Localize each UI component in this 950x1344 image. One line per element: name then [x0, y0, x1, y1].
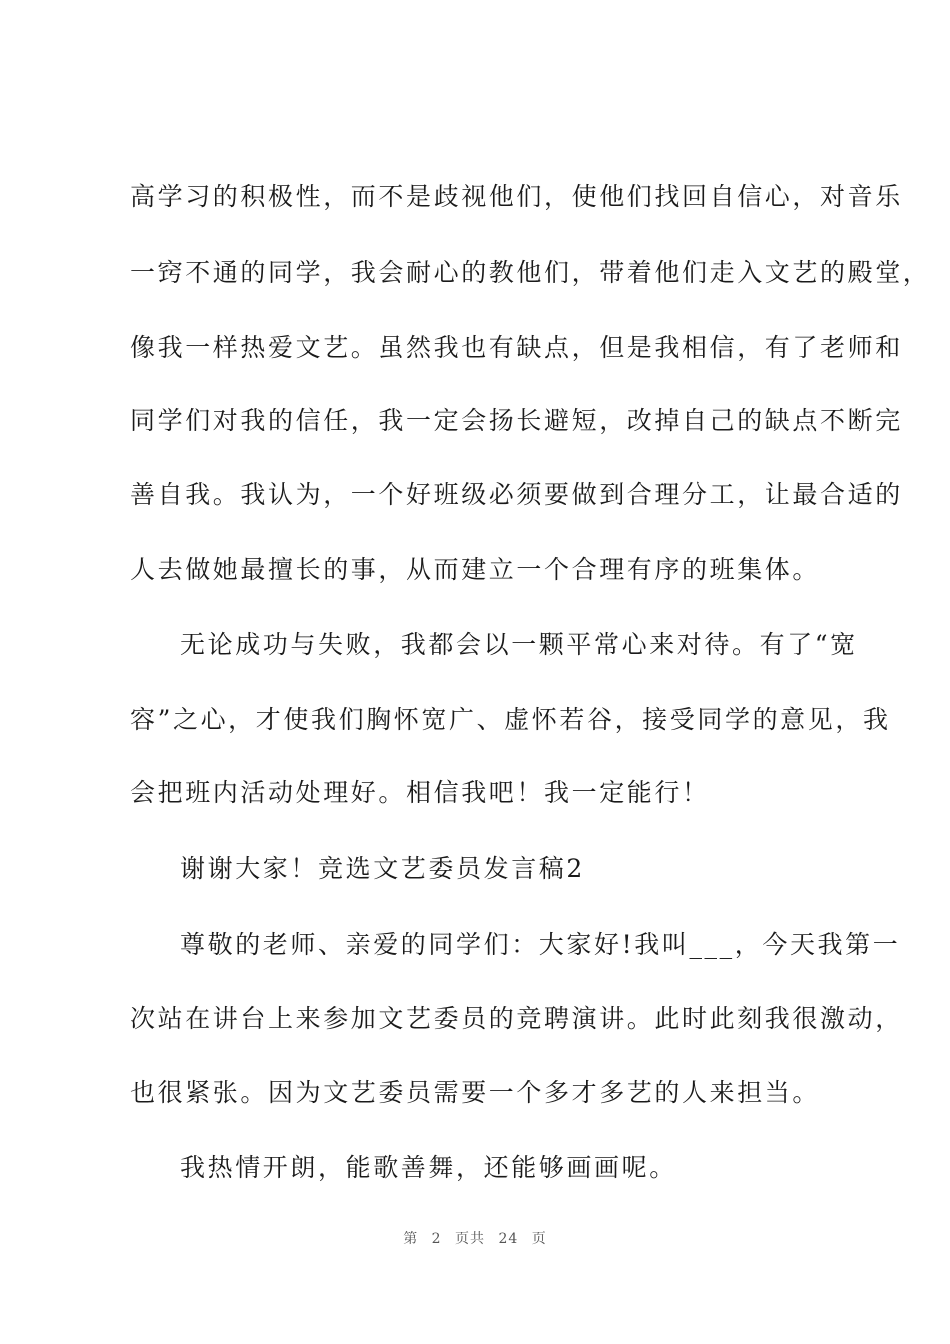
footer-page-number: 2 [431, 1231, 442, 1247]
paragraph-line: 高学习的积极性，而不是歧视他们，使他们找回自信心，对音乐 [130, 182, 903, 211]
paragraph-line: 尊敬的老师、亲爱的同学们：大家好!我叫___，今天我第一 [180, 930, 901, 959]
paragraph-line: 也很紧张。因为文艺委员需要一个多才多艺的人来担当。 [130, 1078, 821, 1107]
section-heading: 谢谢大家！竞选文艺委员发言稿2 [180, 854, 585, 883]
page-footer [0, 1228, 950, 1248]
footer-suffix: 页 [531, 1231, 547, 1247]
paragraph-line: 善自我。我认为，一个好班级必须要做到合理分工，让最合适的 [130, 480, 903, 509]
paragraph-line: 同学们对我的信任，我一定会扬长避短，改掉自己的缺点不断完 [130, 406, 903, 435]
paragraph-line: 会把班内活动处理好。相信我吧！我一定能行！ [130, 778, 710, 807]
paragraph-line: 我热情开朗，能歌善舞，还能够画画呢。 [180, 1153, 677, 1182]
paragraph-line: 次站在讲台上来参加文艺委员的竞聘演讲。此时此刻我很激动， [130, 1004, 903, 1033]
footer-middle: 页共 [455, 1231, 486, 1247]
footer-total-pages: 24 [498, 1231, 519, 1247]
paragraph-line: 一窍不通的同学，我会耐心的教他们，带着他们走入文艺的殿堂， [130, 258, 931, 287]
paragraph-line: 无论成功与失败，我都会以一颗平常心来对待。有了“宽 [180, 630, 858, 659]
footer-prefix: 第 [403, 1231, 419, 1247]
paragraph-line: 像我一样热爱文艺。虽然我也有缺点，但是我相信，有了老师和 [130, 333, 903, 362]
paragraph-line: 人去做她最擅长的事，从而建立一个合理有序的班集体。 [130, 555, 821, 584]
paragraph-line: 容”之心，才使我们胸怀宽广、虚怀若谷，接受同学的意见，我 [130, 705, 891, 734]
